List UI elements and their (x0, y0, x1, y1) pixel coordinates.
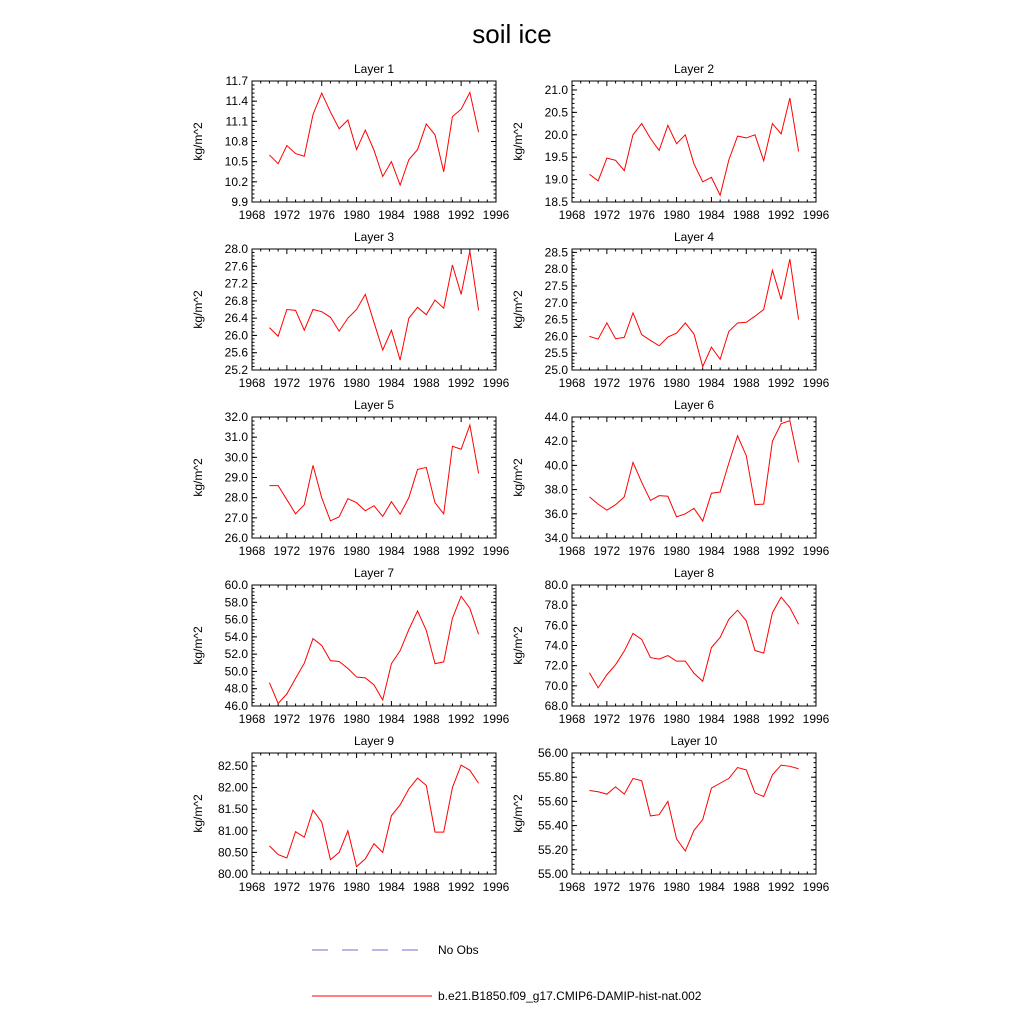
x-tick-label: 1968 (238, 712, 266, 726)
x-tick-label: 1968 (238, 208, 266, 222)
x-tick-label: 1992 (447, 712, 475, 726)
x-tick-label: 1972 (273, 544, 301, 558)
x-tick-label: 1972 (593, 880, 621, 894)
panel-title: Layer 4 (673, 230, 715, 244)
x-tick-label: 1988 (412, 208, 440, 222)
series-line (269, 765, 478, 867)
series-line (269, 425, 478, 521)
x-tick-label: 1992 (447, 544, 475, 558)
y-tick-label: 36.0 (544, 506, 568, 521)
x-tick-label: 1968 (558, 376, 586, 390)
plot-frame (252, 417, 496, 538)
plot-frame (252, 585, 496, 706)
y-tick-label: 26.5 (544, 312, 568, 327)
y-tick-label: 18.5 (544, 195, 568, 209)
y-tick-label: 50.0 (224, 664, 248, 679)
y-tick-label: 80.00 (217, 867, 248, 881)
x-tick-label: 1976 (308, 208, 336, 222)
y-tick-label: 72.0 (544, 658, 568, 673)
y-tick-label: 31.0 (224, 430, 248, 445)
y-tick-label: 54.0 (224, 629, 248, 644)
y-tick-label: 55.40 (537, 818, 568, 833)
x-tick-label: 1980 (343, 712, 370, 726)
panel-title: Layer 8 (673, 566, 715, 580)
panel-layer-9 (191, 734, 510, 894)
y-tick-label: 30.0 (224, 450, 248, 465)
y-tick-label: 26.8 (224, 293, 248, 308)
x-tick-label: 1968 (238, 544, 266, 558)
x-tick-label: 1996 (482, 544, 510, 558)
x-tick-label: 1996 (482, 208, 510, 222)
y-tick-label: 48.0 (224, 681, 248, 696)
y-tick-label: 27.5 (544, 278, 568, 293)
x-tick-label: 1976 (308, 880, 336, 894)
y-axis-label: kg/m^2 (511, 794, 525, 833)
y-tick-label: 42.0 (544, 434, 568, 449)
y-tick-label: 29.0 (224, 470, 248, 485)
x-tick-label: 1992 (447, 376, 475, 390)
x-tick-label: 1984 (698, 712, 725, 726)
y-tick-label: 25.6 (224, 345, 248, 360)
panel-title: Layer 6 (673, 398, 715, 412)
series-line (589, 421, 798, 521)
x-tick-label: 1972 (273, 712, 301, 726)
y-tick-label: 40.0 (544, 458, 568, 473)
legend-label: b.e21.B1850.f09_g17.CMIP6-DAMIP-hist-nat.002 (438, 989, 702, 1003)
x-tick-label: 1980 (663, 376, 690, 390)
y-tick-label: 10.5 (224, 154, 248, 169)
x-tick-label: 1984 (698, 544, 725, 558)
x-tick-label: 1980 (663, 544, 690, 558)
y-tick-label: 27.2 (224, 276, 248, 291)
x-tick-label: 1984 (698, 880, 725, 894)
x-tick-label: 1980 (343, 544, 370, 558)
y-tick-label: 80.50 (217, 845, 248, 860)
plot-frame (252, 81, 496, 202)
y-tick-label: 44.0 (544, 410, 568, 424)
x-tick-label: 1984 (698, 376, 725, 390)
y-tick-label: 26.0 (224, 328, 248, 343)
panel-layer-1 (191, 62, 510, 222)
x-tick-label: 1992 (767, 376, 795, 390)
y-tick-label: 27.6 (224, 259, 248, 274)
panel-layer-2 (511, 62, 830, 222)
y-tick-label: 20.5 (544, 105, 568, 120)
y-axis-label: kg/m^2 (511, 122, 525, 161)
x-tick-label: 1980 (663, 208, 690, 222)
series-line (269, 596, 478, 703)
x-tick-label: 1976 (628, 544, 656, 558)
x-tick-label: 1996 (802, 712, 830, 726)
y-tick-label: 46.0 (224, 699, 248, 713)
x-tick-label: 1980 (343, 376, 370, 390)
y-tick-label: 28.0 (544, 262, 568, 277)
legend-item (312, 989, 702, 1003)
x-tick-label: 1972 (273, 880, 301, 894)
series-line (589, 765, 798, 851)
y-tick-label: 58.0 (224, 595, 248, 610)
y-tick-label: 21.0 (544, 82, 568, 97)
y-tick-label: 26.0 (224, 531, 248, 545)
x-tick-label: 1976 (628, 880, 656, 894)
series-line (589, 259, 798, 367)
panel-layer-6 (511, 398, 830, 558)
y-tick-label: 82.00 (217, 780, 248, 795)
y-tick-label: 55.60 (537, 794, 568, 809)
y-axis-label: kg/m^2 (191, 458, 205, 497)
y-tick-label: 9.9 (231, 195, 248, 209)
panel-title: Layer 7 (353, 566, 395, 580)
x-tick-label: 1988 (412, 544, 440, 558)
x-tick-label: 1992 (447, 880, 475, 894)
x-tick-label: 1984 (378, 208, 405, 222)
plot-frame (572, 417, 816, 538)
y-tick-label: 82.50 (217, 758, 248, 773)
y-tick-label: 81.50 (217, 802, 248, 817)
x-tick-label: 1968 (558, 208, 586, 222)
y-tick-label: 27.0 (544, 295, 568, 310)
y-tick-label: 55.20 (537, 842, 568, 857)
panel-title: Layer 10 (670, 734, 718, 748)
y-tick-label: 34.0 (544, 531, 568, 545)
y-tick-label: 19.5 (544, 150, 568, 165)
x-tick-label: 1980 (343, 880, 370, 894)
x-tick-label: 1968 (558, 712, 586, 726)
y-tick-label: 11.4 (225, 94, 248, 109)
panel-layer-10 (511, 734, 830, 894)
x-tick-label: 1996 (482, 880, 510, 894)
x-tick-label: 1988 (412, 376, 440, 390)
panel-title: Layer 2 (673, 62, 715, 76)
x-tick-label: 1988 (732, 544, 760, 558)
y-tick-label: 20.0 (544, 127, 568, 142)
y-tick-label: 25.2 (224, 363, 248, 377)
series-line (269, 251, 478, 360)
x-tick-label: 1976 (628, 208, 656, 222)
series-line (269, 92, 478, 185)
y-tick-label: 26.4 (224, 311, 248, 326)
y-tick-label: 10.8 (224, 134, 248, 149)
plot-frame (572, 585, 816, 706)
y-tick-label: 38.0 (544, 482, 568, 497)
x-tick-label: 1972 (593, 544, 621, 558)
x-tick-label: 1968 (558, 544, 586, 558)
y-tick-label: 52.0 (224, 647, 248, 662)
x-tick-label: 1992 (767, 208, 795, 222)
x-tick-label: 1984 (378, 712, 405, 726)
x-tick-label: 1976 (308, 544, 336, 558)
y-axis-label: kg/m^2 (191, 794, 205, 833)
x-tick-label: 1992 (447, 208, 475, 222)
legend (312, 943, 702, 1003)
y-tick-label: 28.5 (544, 245, 568, 260)
legend-label: No Obs (438, 943, 479, 957)
y-tick-label: 55.00 (537, 867, 568, 881)
y-axis-label: kg/m^2 (191, 626, 205, 665)
x-tick-label: 1988 (732, 880, 760, 894)
plot-frame (252, 753, 496, 874)
x-tick-label: 1968 (558, 880, 586, 894)
panel-layer-3 (191, 230, 510, 390)
x-tick-label: 1968 (238, 880, 266, 894)
x-tick-label: 1984 (378, 544, 405, 558)
x-tick-label: 1992 (767, 544, 795, 558)
x-tick-label: 1980 (663, 712, 690, 726)
y-tick-label: 26.0 (544, 329, 568, 344)
x-tick-label: 1968 (238, 376, 266, 390)
x-tick-label: 1972 (273, 376, 301, 390)
y-tick-label: 25.5 (544, 346, 568, 361)
y-axis-label: kg/m^2 (511, 458, 525, 497)
x-tick-label: 1996 (802, 880, 830, 894)
y-tick-label: 80.0 (544, 578, 568, 592)
x-tick-label: 1984 (698, 208, 725, 222)
x-tick-label: 1976 (628, 376, 656, 390)
panel-title: Layer 5 (353, 398, 395, 412)
y-axis-label: kg/m^2 (191, 122, 205, 161)
x-tick-label: 1988 (412, 712, 440, 726)
panels (191, 62, 830, 894)
legend-item (312, 943, 479, 957)
series-line (589, 98, 798, 195)
panel-title: Layer 3 (353, 230, 395, 244)
x-tick-label: 1996 (802, 376, 830, 390)
panel-title: Layer 1 (353, 62, 395, 76)
x-tick-label: 1984 (378, 376, 405, 390)
y-tick-label: 74.0 (544, 638, 568, 653)
x-tick-label: 1996 (802, 544, 830, 558)
x-tick-label: 1980 (663, 880, 690, 894)
x-tick-label: 1976 (628, 712, 656, 726)
x-tick-label: 1988 (732, 376, 760, 390)
y-tick-label: 55.80 (537, 770, 568, 785)
y-tick-label: 56.0 (224, 612, 248, 627)
x-tick-label: 1984 (378, 880, 405, 894)
y-axis-label: kg/m^2 (511, 290, 525, 329)
panel-layer-5 (191, 398, 510, 558)
y-tick-label: 68.0 (544, 699, 568, 713)
y-tick-label: 10.2 (224, 174, 248, 189)
x-tick-label: 1988 (412, 880, 440, 894)
y-tick-label: 76.0 (544, 618, 568, 633)
y-tick-label: 60.0 (224, 578, 248, 592)
y-tick-label: 28.0 (224, 490, 248, 505)
y-tick-label: 11.1 (225, 114, 248, 129)
panel-title: Layer 9 (353, 734, 395, 748)
y-tick-label: 70.0 (544, 678, 568, 693)
x-tick-label: 1996 (802, 208, 830, 222)
plot-frame (572, 753, 816, 874)
x-tick-label: 1992 (767, 712, 795, 726)
y-tick-label: 81.00 (217, 823, 248, 838)
plot-frame (572, 81, 816, 202)
y-tick-label: 19.0 (544, 172, 568, 187)
y-tick-label: 11.7 (225, 74, 248, 88)
panel-layer-7 (191, 566, 510, 726)
figure-title: soil ice (472, 19, 552, 49)
y-tick-label: 32.0 (224, 410, 248, 424)
series-line (589, 597, 798, 688)
x-tick-label: 1972 (593, 376, 621, 390)
x-tick-label: 1976 (308, 376, 336, 390)
x-tick-label: 1972 (593, 208, 621, 222)
x-tick-label: 1988 (732, 208, 760, 222)
panel-layer-4 (511, 230, 830, 390)
y-tick-label: 25.0 (544, 363, 568, 377)
y-tick-label: 56.00 (537, 746, 568, 760)
x-tick-label: 1980 (343, 208, 370, 222)
plot-frame (572, 249, 816, 370)
x-tick-label: 1972 (273, 208, 301, 222)
y-tick-label: 28.0 (224, 242, 248, 256)
x-tick-label: 1996 (482, 712, 510, 726)
panel-layer-8 (511, 566, 830, 726)
x-tick-label: 1996 (482, 376, 510, 390)
x-tick-label: 1976 (308, 712, 336, 726)
y-axis-label: kg/m^2 (511, 626, 525, 665)
x-tick-label: 1992 (767, 880, 795, 894)
y-tick-label: 78.0 (544, 598, 568, 613)
y-axis-label: kg/m^2 (191, 290, 205, 329)
x-tick-label: 1972 (593, 712, 621, 726)
y-tick-label: 27.0 (224, 510, 248, 525)
x-tick-label: 1988 (732, 712, 760, 726)
